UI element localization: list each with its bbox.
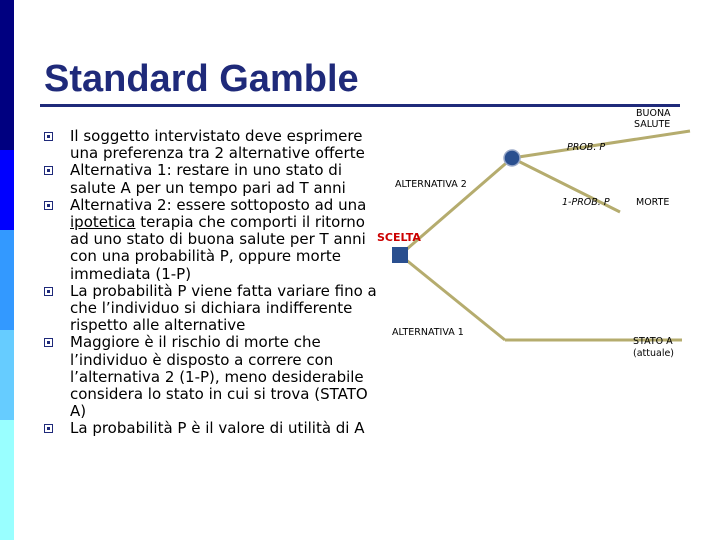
- alternative-2-label: ALTERNATIVA 2: [395, 179, 467, 190]
- good-health-label-line1: BUONA: [636, 108, 671, 119]
- bullet-text: Alternativa 2: essere sottoposto ad una: [70, 195, 367, 214]
- bullet-underlined-word: ipotetica: [70, 213, 136, 232]
- good-health-label-line2: SALUTE: [634, 119, 671, 130]
- bullet-text: Il soggetto intervistato deve esprimere una preferenza tra 2 alternative offerte: [70, 127, 365, 163]
- death-label: MORTE: [636, 197, 670, 208]
- bullet-text: Maggiore è il rischio di morte che l’individuo è disposto a correre con l’alternativa 2 (1-P), meno desiderabile considera lo stato in cui si trova (STATO A): [70, 333, 368, 421]
- bullet-text: La probabilità P è il valore di utilità di A: [70, 419, 365, 438]
- circle-node-icon: [504, 150, 520, 166]
- prob-p-label: PROB. P: [567, 142, 606, 153]
- choice-label: SCELTA: [377, 231, 421, 244]
- alternative-1-label: ALTERNATIVA 1: [392, 327, 464, 338]
- prob-1-minus-p-label: 1-PROB. P: [562, 197, 610, 208]
- bullet-text: Alternativa 1: restare in uno stato di salute A per un tempo pari ad T anni: [70, 161, 346, 197]
- state-a-label-line2: (attuale): [633, 348, 675, 359]
- slide-title: Standard Gamble: [44, 58, 359, 100]
- square-node-icon: [392, 247, 408, 263]
- state-a-label-line1: STATO A: [633, 336, 673, 347]
- bullet-text: terapia che comporti il ritorno ad uno stato di buona salute per T anni con una probabilità P, oppure morte immediata (1-P): [70, 213, 366, 283]
- bullet-text: La probabilità P viene fatta variare fino a che l’individuo si dichiara indifferente rispetto alle alternative: [70, 281, 377, 335]
